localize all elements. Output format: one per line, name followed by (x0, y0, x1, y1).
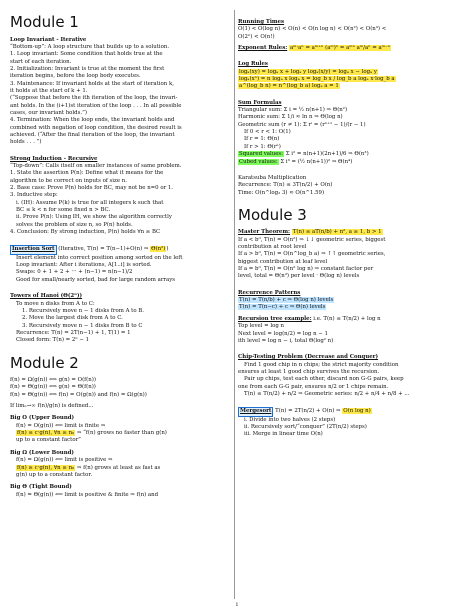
log-rule-power: logₐ(xⁿ) = n logₐ x logₐ x = log_b x / log_b a logₐ x·log_b a (239, 76, 395, 83)
hanoi-line: Recurrence: T(n) = 2T(n−1) + 1, T(1) = 1 (16, 329, 131, 336)
log-rules-heading: Log Rules (238, 61, 268, 68)
master-line: contribution at root level (238, 244, 307, 251)
loop-line: 3. Maintenance: If invariant holds at the start of iteration k, (10, 80, 174, 87)
loop-line: it holds at the start of k + 1. (10, 87, 88, 94)
squared-values-formula: Σ i² = n(n+1)(2n+1)/6 ⇒ Θ(n³) (284, 151, 369, 158)
master-line: biggest contribution at leaf level (238, 258, 328, 265)
strong-line: BC ≤ k < n for some fixed n > BC. (16, 207, 111, 214)
big-o-heading: Big O (Upper Bound) (10, 415, 75, 422)
module-1-title: Module 1 (10, 13, 79, 31)
mergesort-line: iii. Merge in linear time O(n) (244, 431, 323, 438)
chip-line: T(n) ≤ T(n/2) + n/2 ⇒ Geometric series: n/2 + n/4 + n/8 + ... (244, 390, 410, 397)
hanoi-line: To move n disks from A to C: (16, 300, 95, 307)
recursion-tree-example: i.e. T(n) ≤ T(n/2) + log n (311, 315, 381, 322)
asymptotic-line: f(n) = Ω(g(n)) ⟺ g(n) = O(f(n)) (10, 377, 96, 384)
strong-line: 2. Base case: Prove P(n) holds for BC, may not be n=0 or 1. (10, 185, 174, 192)
recursion-tree-row (238, 316, 464, 323)
asymptotic-line: f(n) = Θ(g(n)) ⟺ f(n) = O(g(n)) and f(n) = Ω(g(n)) (10, 391, 147, 398)
recursion-tree-line: ith level = log n − i, total Θ(log² n) (238, 337, 334, 344)
strong-line: i. (IH): Assume P(k) is true for all integers k such that (16, 199, 164, 206)
insertion-line: Loop invariant: After i iterations, A[1..i] is sorted. (16, 262, 152, 269)
big-o-inequality-row (10, 430, 232, 437)
cubed-values-label: Cubed values: (239, 158, 278, 165)
strong-line: 4. Conclusion: By strong induction, P(n) holds ∀n ≥ BC (10, 229, 161, 236)
exponent-rules-row (238, 45, 464, 52)
insertion-line: Good for small/nearly sorted, bad for large random arrays (16, 276, 176, 283)
loop-invariant-heading: Loop Invariant - Iterative (10, 36, 87, 43)
big-omega-meaning: ⇒ f(n) grows at least as fast as (75, 464, 161, 471)
insertion-formula-end: ) (166, 246, 169, 253)
master-line: If a = bᵈ, T(n) = O(nᵈ log n) ⇒ constant factor per (238, 266, 374, 273)
hanoi-line: 1. Recursively move n − 1 disks from A to B. (22, 307, 144, 314)
big-omega-inequality-row (10, 465, 232, 472)
sum-line: Harmonic sum: Σ 1/i ≈ ln n ⇒ Θ(log n) (238, 114, 343, 121)
karatsuba-line: Time: O(n^log₂ 3) ≈ O(n^1.59) (238, 189, 325, 196)
strong-line: 3. Inductive step: (10, 192, 58, 199)
master-line: If a > bᵈ, T(n) = O(n^log_b a) ⇒ ↑↑ geometric series, (238, 251, 386, 258)
loop-line: holds . . . ”) (10, 139, 42, 146)
recurrence-pattern-divide: T(n) = T(n/b) + c ⇒ Θ(log n) levels (239, 297, 334, 304)
hanoi-line: Closed form: T(n) = 2ⁿ − 1 (16, 337, 90, 344)
mergesort-heading: Mergesort (238, 407, 273, 416)
squared-values-label: Squared values: (239, 151, 283, 158)
cubed-values-formula: Σ i³ = (½ n(n+1))² ⇒ Θ(n⁴) (278, 158, 353, 165)
chip-line: Pair up chips, test each other, discard non G-G pairs, keep (244, 376, 404, 383)
strong-induction-heading: Strong Induction - Recursive (10, 155, 98, 162)
strong-line: algorithm to be correct on inputs of size n. (10, 177, 127, 184)
loop-line: cases, our invariant holds.”) (10, 109, 87, 116)
big-o-line: f(n) = O(g(n)) ⟸ limit is finite ⇒ (16, 422, 106, 429)
mergesort-recurrence: T(n) = 2T(n/2) + O(n) ⇒ (273, 408, 343, 415)
running-times-heading: Running Times (238, 19, 285, 25)
insertion-line: Insert element into correct position among sorted on the left (16, 254, 183, 261)
big-o-line: up to a constant factor” (16, 437, 81, 444)
chip-line: one from each G-G pair, ensures n/2 or 1 chips remain. (238, 383, 389, 390)
log-rule-product: logₐ(xy) = logₐ x + logₐ y logₐ(x/y) = logₐ x − logₐ y (239, 68, 377, 75)
sum-line: Triangular sum: Σ i = ½ n(n+1) ⇒ Θ(n²) (238, 107, 348, 114)
big-omega-line: g(n) up to a constant factor. (16, 471, 93, 478)
recursion-tree-heading: Recursion tree example: (238, 315, 312, 322)
sum-line: If 0 < r < 1: O(1) (244, 129, 291, 136)
exponent-rules-heading: Exponent Rules: (238, 45, 288, 52)
chip-line: Find 1 good chip in n chips; the strict majority condition (244, 361, 399, 368)
sum-formulas-heading: Sum Formulas (238, 99, 282, 106)
right-column (238, 14, 464, 439)
exponent-rules-formulas: aᵐ·aⁿ = aᵐ⁺ⁿ (aᵐ)ⁿ = aᵐⁿ aᵐ/aⁿ = aᵐ⁻ⁿ (289, 45, 391, 52)
loop-line: 2. Initialization: Invariant is true at the moment the first (10, 65, 165, 72)
recursion-tree-line: Top level = log n (238, 323, 285, 330)
loop-line: combined with negation of loop condition, the desired result is (10, 124, 182, 131)
chip-testing-heading: Chip-Testing Problem (Decrease and Conquer) (238, 354, 379, 361)
loop-line: ant holds. In the (i+1)st iteration of the loop . . . In all possible (10, 102, 182, 109)
loop-line: (“Suppose that before the ith iteration of the loop, the invari- (10, 95, 178, 102)
big-theta-heading: Big Θ (Tight Bound) (10, 484, 72, 491)
insertion-line: Swaps: 0 + 1 + 2 + ··· + (n−1) = n(n−1)/2 (16, 269, 133, 276)
running-times-line: O(1) < O(log n) < O(n) < O(n log n) < O(n²) < O(n³) < (238, 26, 387, 33)
big-theta-line: f(n) = Θ(g(n)) ⟸ limit is positive & finite ⇒ f(n) and (16, 491, 159, 498)
master-line: If a < bᵈ, T(n) = O(nᵈ) ⇒ ↓↓ geometric series, biggest (238, 236, 386, 243)
asymptotic-line: f(n) = Θ(g(n)) ⟺ g(n) = Θ(f(n)) (10, 384, 96, 391)
loop-line: 1. Loop invariant: Some condition that holds true at the (10, 51, 163, 58)
big-o-inequality: f(n) ≤ c·g(n), ∀n ≥ n₀ (17, 430, 75, 437)
loop-line: achieved. (“After the final iteration of the loop, the invariant (10, 131, 175, 138)
insertion-sort-heading: Insertion Sort (10, 245, 57, 254)
big-omega-line: f(n) = Ω(g(n)) ⟸ limit is positive ⇒ (16, 457, 113, 464)
recurrence-patterns-heading: Recurrence Patterns (238, 289, 301, 296)
squared-values-row (238, 151, 464, 158)
big-omega-heading: Big Ω (Lower Bound) (10, 449, 74, 456)
strong-line: 1. State the assertion P(n): Define what it means for the (10, 170, 164, 177)
mergesort-line: ii. Recursively sort/“conquer” (2T(n/2) steps) (244, 423, 367, 430)
log-rules-line (238, 83, 464, 90)
sum-line: If r = 1: Θ(n) (244, 136, 280, 143)
loop-line: “Bottom-up”: A loop structure that builds up to a solution. (10, 43, 170, 50)
karatsuba-heading: Karatsuba Multiplication (238, 174, 307, 181)
cubed-values-row (238, 159, 464, 166)
master-theorem-heading: Master Theorem: (238, 229, 291, 236)
mergesort-row (238, 402, 464, 416)
hanoi-heading: Towers of Hanoi (Θ(2ⁿ)) (10, 293, 83, 300)
limit-intro: If limₙ→∞ f(n)/g(n) is defined... (10, 403, 94, 410)
loop-line: iteration begins, before the loop body executes. (10, 73, 141, 80)
log-rule-change: a^(log_b n) = n^(log_b a) logₐ a = 1 (239, 83, 339, 90)
strong-line: ii. Prove P(n): Using IH, we show the algorithm correctly (16, 214, 172, 221)
recurrence-line (238, 304, 464, 311)
insertion-complexity: Θ(n²) (151, 246, 166, 253)
recursion-tree-line: Next level = log(n/2) = log n − 1 (238, 330, 328, 337)
module-2-title: Module 2 (10, 353, 79, 372)
column-divider (234, 10, 235, 599)
big-omega-inequality: f(n) ≥ c·g(n), ∀n ≥ n₀ (17, 464, 75, 471)
loop-line: 4. Termination: When the loop ends, the invariant holds and (10, 117, 175, 124)
loop-line: start of each iteration. (10, 58, 72, 65)
insertion-sort-row (10, 240, 232, 254)
log-rules-line (238, 69, 464, 76)
sum-line: Geometric sum (r ≠ 1): Σ rⁱ = (rⁿ⁺¹ − 1)/(r − 1) (238, 121, 366, 128)
hanoi-line: 2. Move the largest disk from A to C. (22, 315, 123, 322)
strong-line: solves the problem of size n, so P(n) holds. (16, 221, 133, 228)
master-theorem-formula: T(n) ≤ aT(n/b) + nᵈ, a ≥ 1, b > 1 (292, 229, 382, 236)
mergesort-complexity: O(n log n) (343, 408, 371, 415)
big-o-meaning: ⇒ “f(n) grows no faster than g(n) (75, 430, 167, 437)
left-column (10, 14, 232, 499)
sum-line: If r > 1: Θ(rⁿ) (244, 143, 281, 150)
master-line: level, total = Θ(nᵈ) per level · Θ(log n) levels (238, 273, 360, 280)
running-times-line: O(2ⁿ) < O(n!) (238, 33, 275, 40)
chip-line: ensures at least 1 good chip survives the recursion. (238, 368, 380, 375)
karatsuba-line: Recurrence: T(n) ≤ 3T(n/2) + O(n) (238, 182, 333, 189)
strong-line: “Top-down”: Calls itself on smaller instances of same problem. (10, 163, 182, 169)
module-3-title: Module 3 (238, 205, 307, 224)
mergesort-line: i. Divide into two halves (2 steps) (244, 416, 336, 423)
recurrence-pattern-subtract: T(n) = T(n−c) + c ⇒ Θ(n) levels (239, 304, 326, 311)
page-number: 1 (235, 602, 239, 609)
insertion-formula: (Iterative, T(n) = T(n−1)+O(n) ⇒ (56, 246, 151, 253)
master-theorem-row (238, 229, 464, 236)
hanoi-line: 3. Recursively move n − 1 disks from B to C (22, 322, 143, 329)
